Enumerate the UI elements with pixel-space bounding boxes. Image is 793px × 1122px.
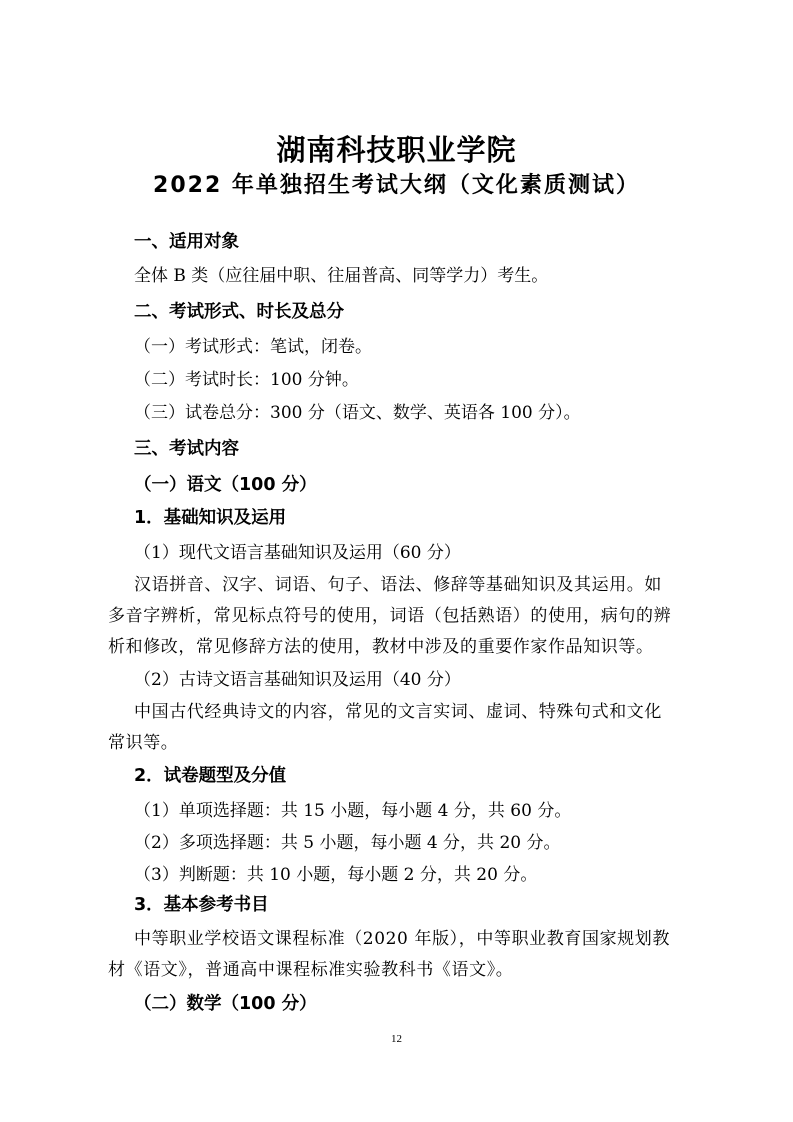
section-heading-3: 三、考试内容: [134, 439, 239, 459]
paragraph-line: 汉语拼音、汉字、词语、句子、语法、修辞等基础知识及其运用。如: [134, 575, 662, 595]
modern-language-subheading: （1）现代文语言基础知识及运用（60 分）: [134, 543, 461, 563]
exam-form-item: （一）考试形式：笔试，闭卷。: [134, 337, 372, 357]
section-heading-1: 一、适用对象: [134, 232, 239, 252]
question-type-item: （3）判断题：共 10 小题，每小题 2 分，共 20 分。: [134, 865, 538, 885]
section-1-text: 全体 B 类（应往届中职、往届普高、同等学力）考生。: [134, 266, 549, 286]
document-subtitle: 2022 年单独招生考试大纲（文化素质测试）: [153, 173, 640, 198]
exam-duration-item: （二）考试时长：100 分钟。: [134, 370, 359, 390]
classical-language-subheading: （2）古诗文语言基础知识及运用（40 分）: [134, 670, 461, 690]
question-type-item: （1）单项选择题：共 15 小题，每小题 4 分，共 60 分。: [134, 801, 572, 821]
reference-books-heading: 3．基本参考书目: [134, 895, 269, 915]
paragraph-line: 多音字辨析，常见标点符号的使用，词语（包括熟语）的使用，病句的辨: [108, 606, 672, 626]
page-number: 12: [391, 1033, 402, 1045]
paragraph-line: 材《语文》，普通高中课程标准实验教科书《语文》。: [108, 960, 514, 980]
basic-knowledge-heading: 1．基础知识及运用: [134, 508, 287, 528]
math-heading: （二）数学（100 分）: [134, 994, 317, 1014]
question-types-heading: 2．试卷题型及分值: [134, 766, 287, 786]
exam-total-score-item: （三）试卷总分：300 分（语文、数学、英语各 100 分）。: [134, 403, 581, 423]
question-type-item: （2）多项选择题：共 5 小题，每小题 4 分，共 20 分。: [134, 833, 561, 853]
section-heading-2: 二、考试形式、时长及总分: [134, 302, 344, 322]
paragraph-line: 中等职业学校语文课程标准（2020 年版），中等职业教育国家规划教: [134, 929, 670, 949]
paragraph-line: 中国古代经典诗文的内容，常见的文言实词、虚词、特殊句式和文化: [134, 702, 662, 722]
paragraph-line: 常识等。: [108, 733, 179, 753]
document-title: 湖南科技职业学院: [276, 133, 517, 167]
paragraph-line: 析和修改，常见修辞方法的使用，教材中涉及的重要作家作品知识等。: [108, 637, 654, 657]
chinese-heading: （一）语文（100 分）: [134, 475, 317, 495]
